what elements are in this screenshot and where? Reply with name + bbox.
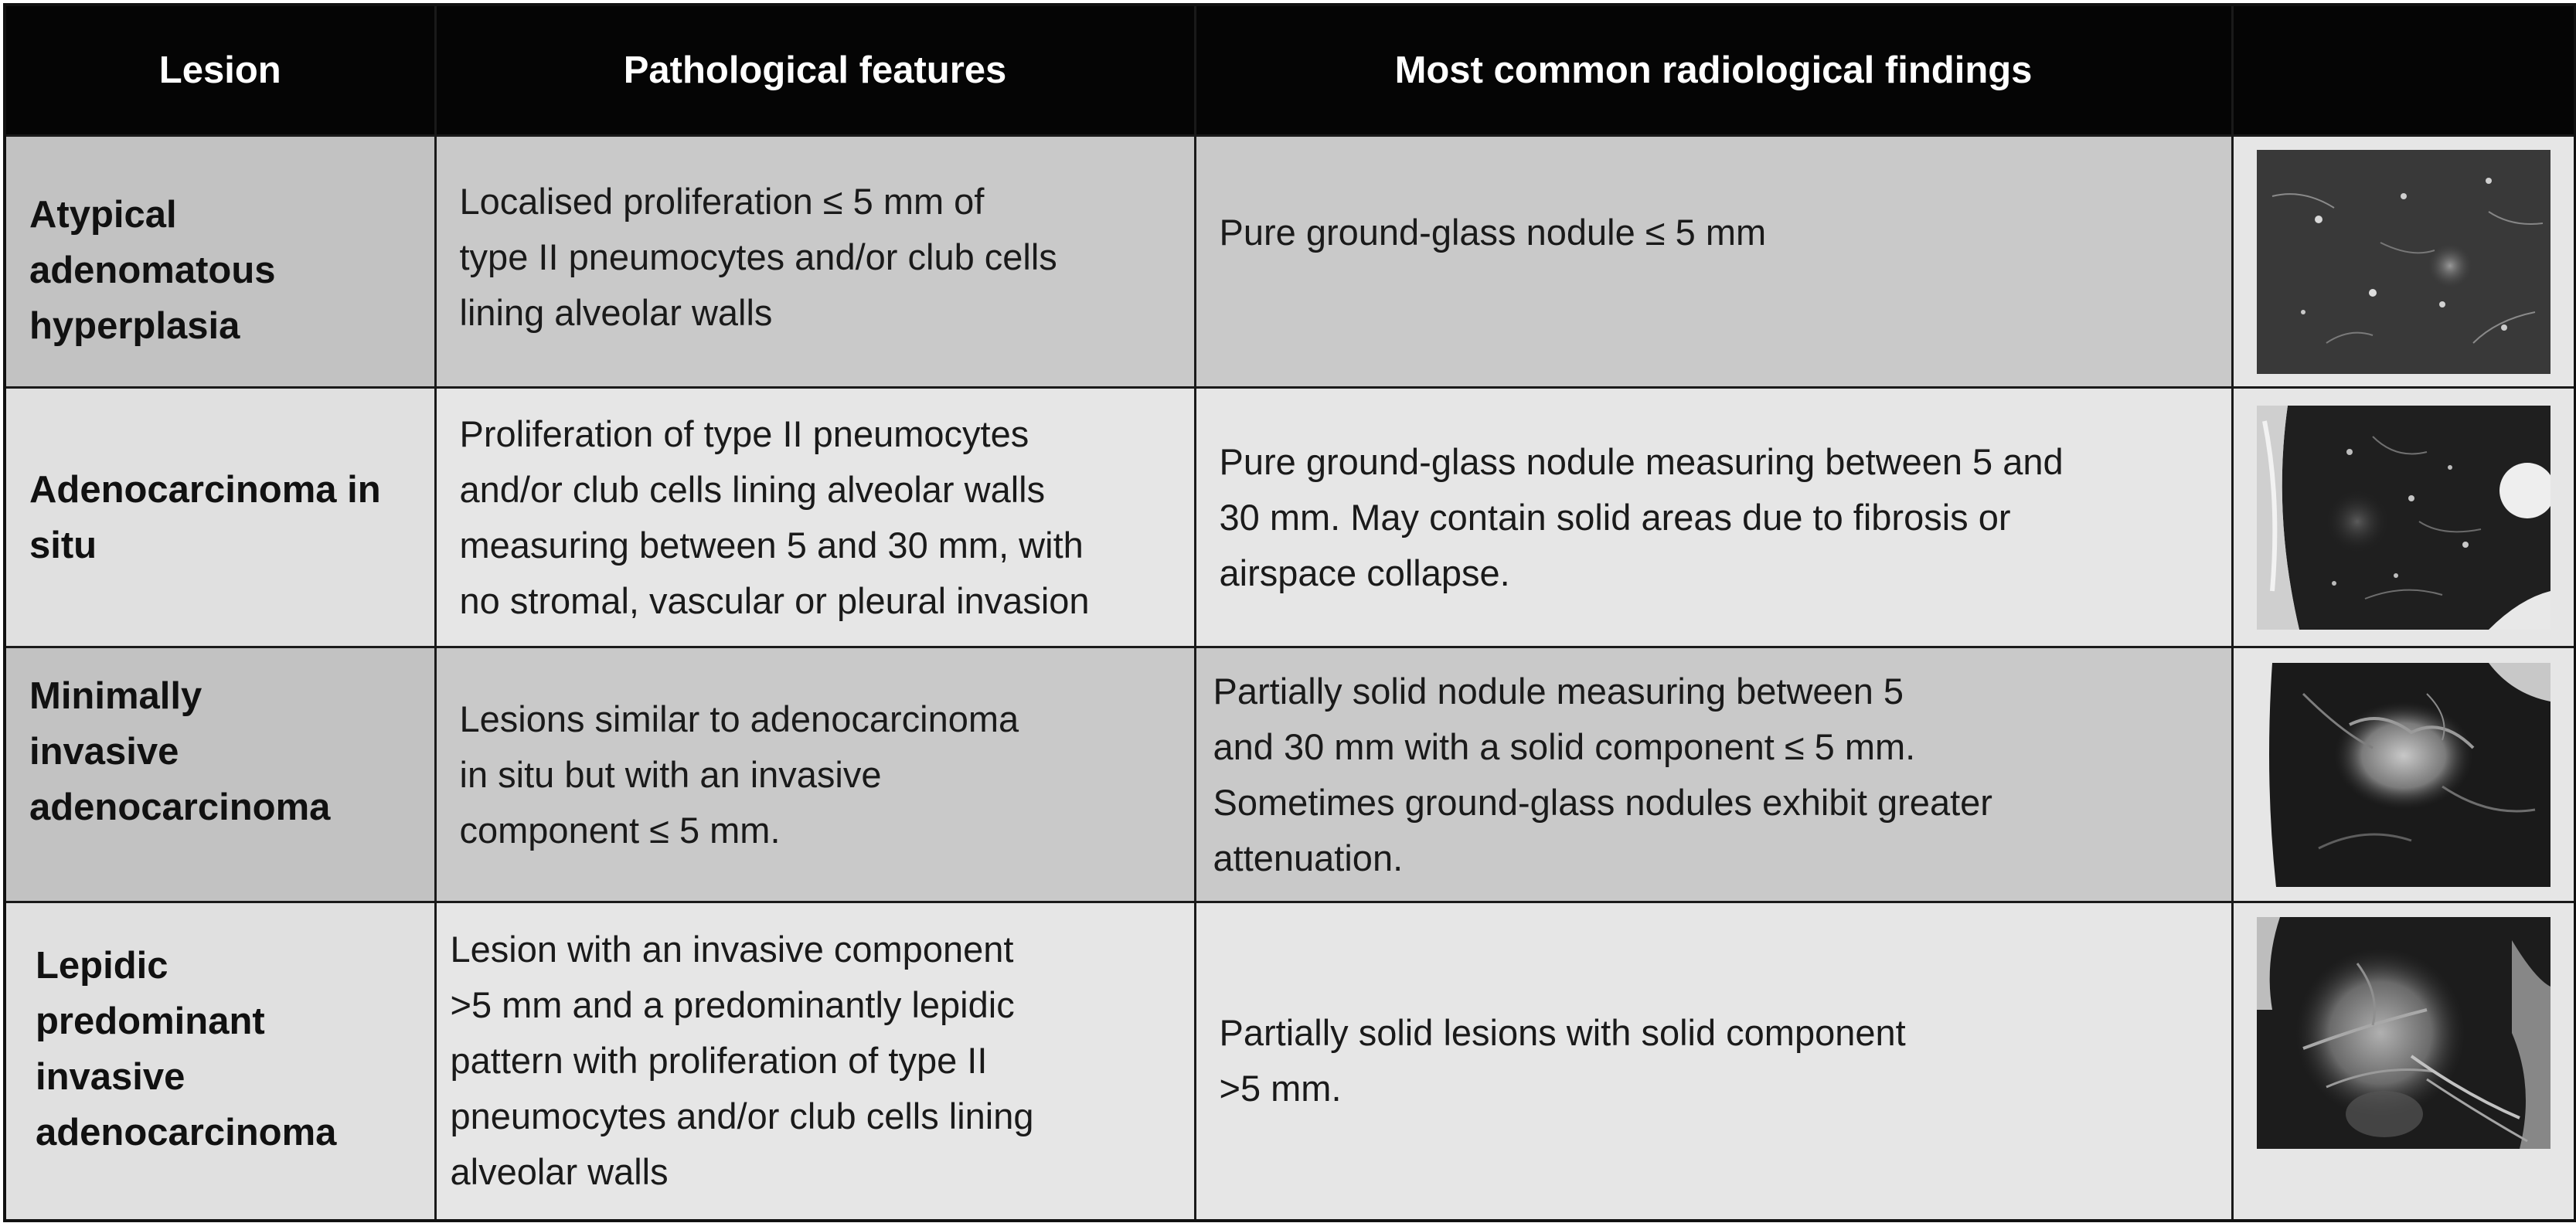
lesion-line: invasive: [29, 730, 179, 773]
pathological-cell: [435, 647, 1195, 902]
lesion-line: adenomatous: [29, 249, 276, 291]
header-row: [5, 5, 2575, 136]
pathological-line: pattern with proliferation of type II: [450, 1040, 988, 1082]
ct-image-ground-glass-small: [2257, 150, 2550, 374]
radiological-line: Partially solid nodule measuring between 5: [1213, 670, 1904, 712]
radiological-line: and 30 mm with a solid component ≤ 5 mm.: [1213, 725, 1916, 767]
image-cell: [2232, 902, 2575, 1221]
lesion-line: Lepidic: [36, 945, 168, 987]
lesion-cell: [5, 902, 435, 1221]
lesion-line: hyperplasia: [29, 304, 240, 347]
image-cell: [2232, 647, 2575, 902]
radiological-line: Pure ground-glass nodule ≤ 5 mm: [1219, 212, 1767, 253]
pathological-line: type II pneumocytes and/or club cells: [459, 236, 1057, 277]
radiological-line: airspace collapse.: [1219, 552, 1510, 593]
pathological-cell: [435, 388, 1195, 647]
table-row: [5, 902, 2575, 1221]
lesion-cell: [5, 136, 435, 388]
pathological-cell: [435, 136, 1195, 388]
pathological-line: no stromal, vascular or pleural invasion: [459, 579, 1090, 621]
lesion-line: adenocarcinoma: [29, 786, 331, 828]
ct-image-lepidic: [2257, 917, 2550, 1149]
pathological-cell: [435, 902, 1195, 1221]
radiological-line: Pure ground-glass nodule measuring between 5 and: [1219, 440, 2064, 482]
pathological-line: and/or club cells lining alveolar walls: [459, 468, 1046, 510]
table-row: [5, 647, 2575, 902]
pathological-line: in situ but with an invasive: [459, 753, 882, 795]
lesion-cell: [5, 388, 435, 647]
lesion-cell: [5, 647, 435, 902]
radiological-cell: [1195, 902, 2232, 1221]
radiological-line: Sometimes ground-glass nodules exhibit greater: [1213, 781, 1992, 823]
lesion-line: Adenocarcinoma in: [29, 468, 381, 511]
pathological-line: measuring between 5 and 30 mm, with: [459, 524, 1084, 566]
radiological-line: >5 mm.: [1219, 1068, 1342, 1109]
pathological-line: Localised proliferation ≤ 5 mm of: [459, 180, 985, 222]
header-radiological-findings: Most common radiological findings: [1195, 5, 2232, 136]
radiological-line: attenuation.: [1213, 837, 1404, 878]
pathological-line: pneumocytes and/or club cells lining: [450, 1096, 1034, 1137]
pathological-line: Lesion with an invasive component: [450, 929, 1014, 970]
lesion-line: predominant: [36, 1000, 265, 1043]
pathological-line: Lesions similar to adenocarcinoma: [459, 698, 1019, 739]
table-row: [5, 136, 2575, 388]
lesion-line: invasive: [36, 1056, 185, 1099]
radiological-line: 30 mm. May contain solid areas due to fibrosis or: [1219, 496, 2011, 538]
radiological-line: Partially solid lesions with solid component: [1219, 1012, 1906, 1054]
radiological-cell: [1195, 136, 2232, 388]
image-cell: [2232, 388, 2575, 647]
pathological-line: >5 mm and a predominantly lepidic: [450, 984, 1015, 1026]
image-cell: [2232, 136, 2575, 388]
table-row: [5, 388, 2575, 647]
ct-image-ground-glass-medium: [2257, 406, 2550, 630]
radiological-cell: [1195, 388, 2232, 647]
lesion-line: Atypical: [29, 193, 177, 236]
findings-table: [3, 3, 2576, 1222]
radiological-cell: [1195, 647, 2232, 902]
header-image: [2232, 5, 2575, 136]
pathological-line: alveolar walls: [450, 1151, 669, 1193]
header-lesion: Lesion: [5, 5, 435, 136]
pathological-line: component ≤ 5 mm.: [459, 809, 781, 851]
pathological-line: lining alveolar walls: [459, 291, 773, 333]
ct-image-part-solid: [2257, 663, 2550, 887]
lesion-line: adenocarcinoma: [36, 1112, 337, 1154]
header-pathological-features: Pathological features: [435, 5, 1195, 136]
lesion-line: Minimally: [29, 674, 202, 717]
lesion-line: situ: [29, 524, 97, 566]
pathological-line: Proliferation of type II pneumocytes: [459, 413, 1029, 454]
